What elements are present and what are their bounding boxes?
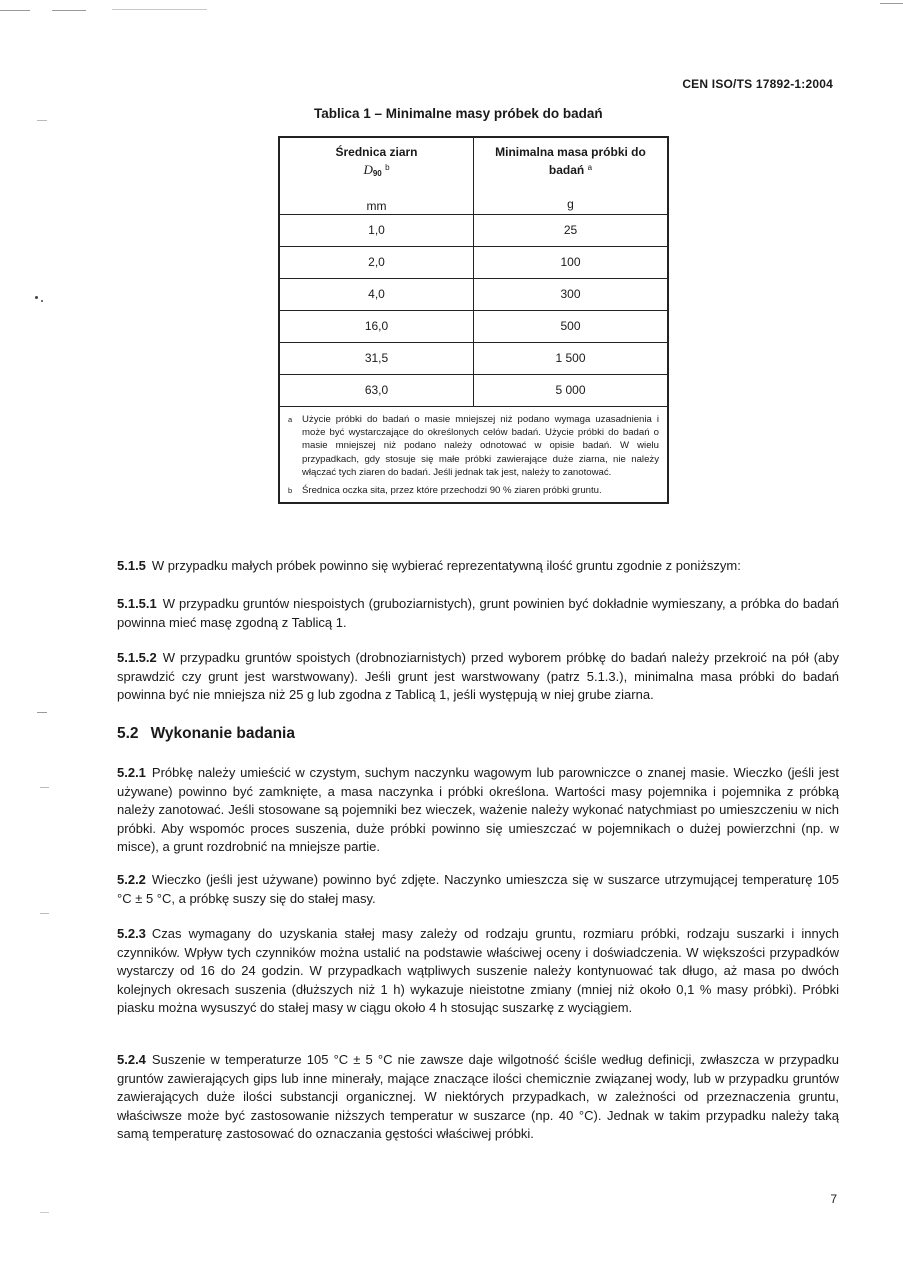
cell-diameter: 4,0 (280, 279, 474, 310)
footnote-text: Średnica oczka sita, przez które przechodzi 90 % ziaren próbki gruntu. (302, 485, 602, 497)
cell-diameter: 2,0 (280, 247, 474, 278)
clause-paragraph (117, 557, 839, 576)
scan-artifact-dot (41, 300, 43, 302)
scan-artifact-line (40, 1212, 49, 1213)
scan-artifact-line (40, 787, 49, 788)
table-row (280, 374, 667, 406)
col-header-mass-line1: Minimalna masa próbki do (495, 145, 646, 159)
clause-number: 5.1.5.1 (117, 596, 157, 611)
clause-paragraph (117, 1051, 839, 1144)
document-code: CEN ISO/TS 17892-1:2004 (682, 77, 833, 91)
footnote-text: Użycie próbki do badań o masie mniejszej niż podano wymaga uzasadnienia i może być wystarczające do określonych celów badań. Użycie próbki do badań o masie mniejszej niż podano należy odnotować w opisie badań. W wielu przypadkach, gdy stosuje się małe próbki zawierające duże ziarna, nie należy włączać tych ziaren do badań. Jeśli jednak tak jest, należy to zanotować. (302, 414, 659, 478)
cell-diameter: 1,0 (280, 215, 474, 246)
cell-mass: 500 (560, 319, 581, 333)
scan-artifact-line (880, 3, 903, 4)
table-caption: Tablica 1 – Minimalne masy próbek do badań (314, 106, 603, 121)
table-row (280, 310, 667, 342)
clause-text: W przypadku gruntów spoistych (drobnoziarnistych) przed wyborem próbkę do badań należy przekroić na pół (aby sprawdzić czy grunt jest warstwowany). Jeśli grunt jest warstwowany (patrz 5.1.3.), minimalna masa próbki do badań powinna być nie mniejsza niż 25 g lub zgodna z Tablicą 1, jeśli występują w niej grube ziarna. (117, 650, 839, 703)
clause-number: 5.1.5.2 (117, 650, 157, 665)
clause-paragraph (117, 764, 839, 857)
clause-paragraph (117, 649, 839, 705)
scan-artifact-dot (35, 296, 38, 299)
clause-number: 5.2.1 (117, 765, 146, 780)
table-row (280, 246, 667, 278)
cell-mass: 1 500 (555, 351, 586, 365)
footnote-ref-b: b (385, 163, 390, 172)
clause-number: 5.1.5 (117, 558, 146, 573)
col-header-mass (474, 138, 667, 214)
clause-text: Wieczko (jeśli jest używane) powinno być zdjęte. Naczynko umieszcza się w suszarce utrzymującej temperaturę 105 °C ± 5 °C, a próbkę suszy się do stałej masy. (117, 872, 839, 906)
footnote-marker: a (288, 415, 293, 424)
clause-number: 5.2.3 (117, 926, 146, 941)
scan-artifact-line (112, 9, 207, 10)
scan-artifact-line (37, 712, 47, 713)
col-header-diameter-label: Średnica ziarn (335, 145, 418, 159)
scan-artifact-line (0, 10, 30, 11)
page-number: 7 (830, 1192, 837, 1206)
footnote-ref-a: a (587, 163, 593, 172)
section-title: Wykonanie badania (150, 725, 295, 742)
section-heading (117, 725, 295, 743)
clause-paragraph (117, 925, 839, 1018)
cell-mass: 25 (563, 223, 578, 237)
clause-text: Suszenie w temperaturze 105 °C ± 5 °C nie zawsze daje wilgotność ściśle według definicji, zwłaszcza w przypadku gruntów zawierających gips lub inne minerały, mające znaczące ilości chemicznie związanej wody, lub w przypadku gruntów zawierających duże ilości substancji organicznej. W niektórych przypadkach, w zależności od przeznaczenia gruntu, właściwsze może być zastosowanie niższych temperatur w suszarce (np. 40 °C). Jednak w takim przypadku należy taką samą temperaturę zastosować do oznaczania gęstości właściwej próbki. (117, 1052, 839, 1142)
cell-diameter: 63,0 (280, 375, 474, 406)
col-header-mass-line2: badań (548, 163, 585, 177)
clause-text: W przypadku gruntów niespoistych (gruboziarnistych), grunt powinien być dokładnie wymieszany, a próbka do badań powinna mieć masę zgodną z Tablicą 1. (117, 596, 839, 630)
clause-number: 5.2.2 (117, 872, 146, 887)
table-footnotes (280, 406, 667, 502)
table-row (280, 278, 667, 310)
cell-mass: 300 (560, 287, 581, 301)
footnote-marker: b (288, 486, 293, 496)
scan-artifact-line (40, 913, 49, 914)
col-unit-mm: mm (366, 199, 387, 213)
cell-mass: 100 (560, 255, 581, 269)
cell-diameter: 31,5 (280, 343, 474, 374)
section-number: 5.2 (117, 725, 139, 742)
clause-text: Czas wymagany do uzyskania stałej masy zależy od rodzaju gruntu, rozmiaru próbki, rodzaju suszarki i innych czynników. Wpływ tych czynników można ustalić na podstawie właściwej oceny i doświadczenia. W większości przypadków wystarczy od 16 do 24 godzin. W przypadkach wątpliwych suszenie należy kontynuować tak długo, aż masa po dwóch kolejnych okresach suszenia (dłuższych niż 1 h) wykazuje nieistotne zmiany (mniej niż około 0,1 % masy próbki). Próbki piasku można wysuszyć do stałej masy w ciągu około 4 h stosując suszarkę z wyciągiem. (117, 926, 839, 1016)
clause-text: Próbkę należy umieścić w czystym, suchym naczynku wagowym lub parowniczce o znanej masie. Wieczko (jeśli jest używane) powinno być zamknięte, a masa naczynka i próbki określona. Wartości masy pojemnika i pojemnika z próbką należy zanotować. Jeśli stosowane są pojemniki bez wieczek, ważenie należy wykonać natychmiast po umieszczeniu w nich próbki. Aby wspomóc proces suszenia, duże próbki powinno się umieszczać w pojemnikach o dużej powierzchni (np. w misce), a grunt rozdrobnić na mniejsze partie. (117, 765, 839, 855)
table-footnote (288, 484, 659, 497)
scan-artifact-line (37, 120, 47, 121)
clause-number: 5.2.4 (117, 1052, 146, 1067)
table-footnote (288, 413, 659, 479)
table-row (280, 342, 667, 374)
diameter-symbol-subscript: 90 (372, 169, 382, 178)
col-header-diameter (280, 138, 474, 214)
scan-artifact-line (52, 10, 86, 11)
table-header-row (280, 138, 667, 214)
clause-paragraph (117, 871, 839, 908)
clause-text: W przypadku małych próbek powinno się wybierać reprezentatywną ilość gruntu zgodnie z poniższym: (151, 558, 741, 573)
min-sample-mass-table (278, 136, 669, 504)
cell-mass: 5 000 (555, 383, 586, 397)
clause-paragraph (117, 595, 839, 632)
cell-diameter: 16,0 (280, 311, 474, 342)
col-unit-g: g (567, 197, 574, 211)
diameter-symbol: D (363, 162, 373, 177)
table-row (280, 214, 667, 246)
